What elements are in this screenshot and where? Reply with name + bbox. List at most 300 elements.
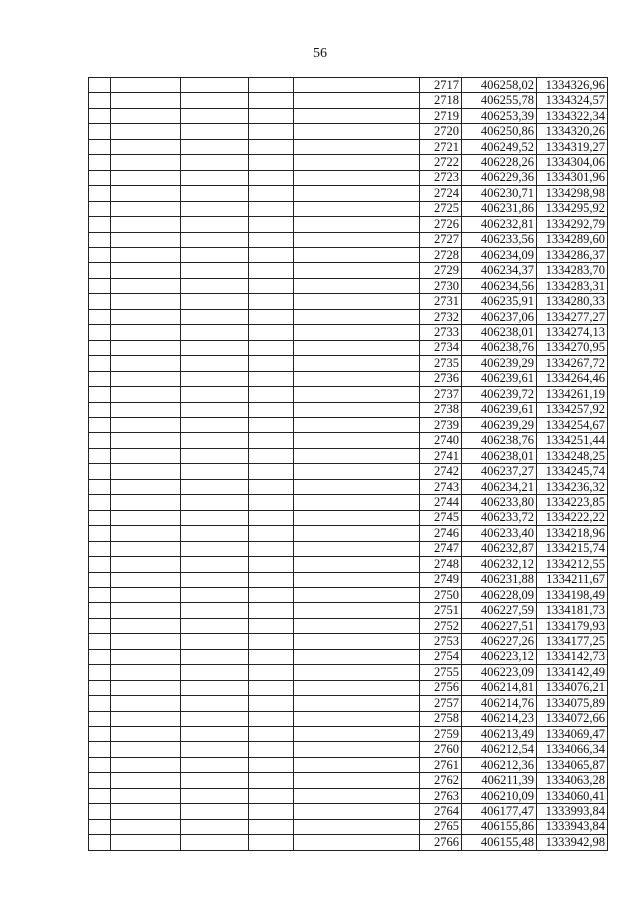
table-row: [89, 541, 608, 556]
empty-cell: [294, 356, 420, 371]
coordinates-table: [88, 77, 608, 851]
point-number-cell: 2731: [420, 294, 462, 309]
y-coordinate-cell: 1334319,27: [537, 139, 608, 154]
empty-cell: [111, 634, 181, 649]
point-number-cell: 2733: [420, 325, 462, 340]
empty-cell: [111, 232, 181, 247]
empty-cell: [181, 155, 249, 170]
empty-cell: [294, 835, 420, 850]
point-number-cell: 2719: [420, 108, 462, 123]
table-row: [89, 217, 608, 232]
empty-cell: [181, 387, 249, 402]
empty-cell: [181, 124, 249, 139]
empty-cell: [294, 232, 420, 247]
empty-cell: [294, 309, 420, 324]
point-number-cell: 2726: [420, 217, 462, 232]
empty-cell: [249, 247, 294, 262]
table-row: [89, 804, 608, 819]
x-coordinate-cell: 406238,01: [462, 448, 537, 463]
empty-cell: [181, 263, 249, 278]
point-number-cell: 2734: [420, 340, 462, 355]
empty-cell: [249, 232, 294, 247]
point-number-cell: 2735: [420, 356, 462, 371]
empty-cell: [294, 479, 420, 494]
y-coordinate-cell: 1334274,13: [537, 325, 608, 340]
empty-cell: [249, 804, 294, 819]
point-number-cell: 2761: [420, 757, 462, 772]
table-row: [89, 155, 608, 170]
table-row: [89, 495, 608, 510]
table-row: [89, 402, 608, 417]
empty-cell: [89, 309, 111, 324]
point-number-cell: 2739: [420, 417, 462, 432]
x-coordinate-cell: 406234,56: [462, 278, 537, 293]
x-coordinate-cell: 406234,37: [462, 263, 537, 278]
empty-cell: [294, 464, 420, 479]
y-coordinate-cell: 1334181,73: [537, 603, 608, 618]
empty-cell: [249, 711, 294, 726]
empty-cell: [89, 417, 111, 432]
empty-cell: [89, 139, 111, 154]
empty-cell: [249, 618, 294, 633]
table-row: [89, 294, 608, 309]
empty-cell: [89, 201, 111, 216]
empty-cell: [111, 649, 181, 664]
empty-cell: [89, 263, 111, 278]
point-number-cell: 2755: [420, 665, 462, 680]
table-row: [89, 325, 608, 340]
empty-cell: [89, 742, 111, 757]
empty-cell: [294, 788, 420, 803]
x-coordinate-cell: 406228,09: [462, 587, 537, 602]
empty-cell: [294, 387, 420, 402]
y-coordinate-cell: 1334320,26: [537, 124, 608, 139]
empty-cell: [181, 93, 249, 108]
empty-cell: [294, 139, 420, 154]
table-row: [89, 711, 608, 726]
point-number-cell: 2751: [420, 603, 462, 618]
point-number-cell: 2728: [420, 247, 462, 262]
empty-cell: [249, 541, 294, 556]
table-row: [89, 78, 608, 93]
empty-cell: [89, 278, 111, 293]
empty-cell: [249, 696, 294, 711]
y-coordinate-cell: 1334075,89: [537, 696, 608, 711]
empty-cell: [181, 371, 249, 386]
x-coordinate-cell: 406234,21: [462, 479, 537, 494]
empty-cell: [111, 727, 181, 742]
y-coordinate-cell: 1334072,66: [537, 711, 608, 726]
empty-cell: [249, 294, 294, 309]
empty-cell: [181, 186, 249, 201]
table-row: [89, 757, 608, 772]
empty-cell: [294, 278, 420, 293]
empty-cell: [181, 402, 249, 417]
y-coordinate-cell: 1334270,95: [537, 340, 608, 355]
empty-cell: [89, 464, 111, 479]
empty-cell: [294, 170, 420, 185]
point-number-cell: 2762: [420, 773, 462, 788]
point-number-cell: 2757: [420, 696, 462, 711]
empty-cell: [181, 217, 249, 232]
x-coordinate-cell: 406239,61: [462, 371, 537, 386]
x-coordinate-cell: 406228,26: [462, 155, 537, 170]
empty-cell: [249, 186, 294, 201]
empty-cell: [294, 680, 420, 695]
empty-cell: [294, 340, 420, 355]
empty-cell: [89, 665, 111, 680]
empty-cell: [249, 603, 294, 618]
empty-cell: [111, 124, 181, 139]
empty-cell: [89, 773, 111, 788]
table-row: [89, 108, 608, 123]
empty-cell: [181, 773, 249, 788]
empty-cell: [294, 294, 420, 309]
table-row: [89, 479, 608, 494]
empty-cell: [181, 603, 249, 618]
empty-cell: [111, 325, 181, 340]
empty-cell: [181, 757, 249, 772]
empty-cell: [181, 711, 249, 726]
table-row: [89, 124, 608, 139]
empty-cell: [111, 170, 181, 185]
empty-cell: [111, 510, 181, 525]
point-number-cell: 2766: [420, 835, 462, 850]
empty-cell: [111, 618, 181, 633]
y-coordinate-cell: 1333993,84: [537, 804, 608, 819]
empty-cell: [111, 696, 181, 711]
point-number-cell: 2729: [420, 263, 462, 278]
y-coordinate-cell: 1334142,73: [537, 649, 608, 664]
empty-cell: [249, 371, 294, 386]
empty-cell: [294, 247, 420, 262]
x-coordinate-cell: 406233,72: [462, 510, 537, 525]
empty-cell: [294, 711, 420, 726]
table-row: [89, 139, 608, 154]
empty-cell: [89, 696, 111, 711]
point-number-cell: 2742: [420, 464, 462, 479]
y-coordinate-cell: 1334212,55: [537, 557, 608, 572]
table-row: [89, 309, 608, 324]
y-coordinate-cell: 1334065,87: [537, 757, 608, 772]
y-coordinate-cell: 1334283,31: [537, 278, 608, 293]
empty-cell: [249, 557, 294, 572]
empty-cell: [89, 433, 111, 448]
empty-cell: [294, 448, 420, 463]
empty-cell: [249, 572, 294, 587]
empty-cell: [249, 448, 294, 463]
empty-cell: [249, 93, 294, 108]
empty-cell: [249, 510, 294, 525]
x-coordinate-cell: 406258,02: [462, 78, 537, 93]
point-number-cell: 2746: [420, 526, 462, 541]
x-coordinate-cell: 406238,76: [462, 340, 537, 355]
table-row: [89, 680, 608, 695]
table-row: [89, 618, 608, 633]
empty-cell: [294, 603, 420, 618]
empty-cell: [181, 78, 249, 93]
empty-cell: [181, 294, 249, 309]
x-coordinate-cell: 406233,56: [462, 232, 537, 247]
x-coordinate-cell: 406233,40: [462, 526, 537, 541]
empty-cell: [181, 232, 249, 247]
x-coordinate-cell: 406212,54: [462, 742, 537, 757]
point-number-cell: 2730: [420, 278, 462, 293]
empty-cell: [249, 325, 294, 340]
empty-cell: [249, 835, 294, 850]
empty-cell: [294, 696, 420, 711]
empty-cell: [294, 634, 420, 649]
empty-cell: [294, 217, 420, 232]
x-coordinate-cell: 406229,36: [462, 170, 537, 185]
x-coordinate-cell: 406214,81: [462, 680, 537, 695]
empty-cell: [249, 387, 294, 402]
table-row: [89, 557, 608, 572]
empty-cell: [181, 417, 249, 432]
point-number-cell: 2720: [420, 124, 462, 139]
empty-cell: [89, 835, 111, 850]
x-coordinate-cell: 406223,09: [462, 665, 537, 680]
x-coordinate-cell: 406230,71: [462, 186, 537, 201]
empty-cell: [249, 819, 294, 834]
y-coordinate-cell: 1334264,46: [537, 371, 608, 386]
x-coordinate-cell: 406212,36: [462, 757, 537, 772]
y-coordinate-cell: 1334179,93: [537, 618, 608, 633]
empty-cell: [89, 495, 111, 510]
empty-cell: [89, 618, 111, 633]
empty-cell: [181, 649, 249, 664]
empty-cell: [181, 247, 249, 262]
empty-cell: [111, 819, 181, 834]
empty-cell: [89, 680, 111, 695]
point-number-cell: 2743: [420, 479, 462, 494]
x-coordinate-cell: 406155,86: [462, 819, 537, 834]
point-number-cell: 2744: [420, 495, 462, 510]
table-row: [89, 510, 608, 525]
y-coordinate-cell: 1334063,28: [537, 773, 608, 788]
empty-cell: [181, 108, 249, 123]
empty-cell: [111, 711, 181, 726]
empty-cell: [249, 757, 294, 772]
table-row: [89, 247, 608, 262]
empty-cell: [181, 340, 249, 355]
y-coordinate-cell: 1334286,37: [537, 247, 608, 262]
table-row: [89, 170, 608, 185]
y-coordinate-cell: 1334218,96: [537, 526, 608, 541]
point-number-cell: 2737: [420, 387, 462, 402]
table-row: [89, 464, 608, 479]
empty-cell: [249, 263, 294, 278]
x-coordinate-cell: 406250,86: [462, 124, 537, 139]
empty-cell: [249, 727, 294, 742]
empty-cell: [249, 587, 294, 602]
empty-cell: [111, 217, 181, 232]
empty-cell: [111, 757, 181, 772]
empty-cell: [294, 402, 420, 417]
empty-cell: [181, 680, 249, 695]
x-coordinate-cell: 406239,72: [462, 387, 537, 402]
empty-cell: [89, 541, 111, 556]
y-coordinate-cell: 1334322,34: [537, 108, 608, 123]
y-coordinate-cell: 1334301,96: [537, 170, 608, 185]
table-row: [89, 93, 608, 108]
x-coordinate-cell: 406237,27: [462, 464, 537, 479]
table-row: [89, 788, 608, 803]
y-coordinate-cell: 1333943,84: [537, 819, 608, 834]
empty-cell: [249, 340, 294, 355]
y-coordinate-cell: 1334215,74: [537, 541, 608, 556]
x-coordinate-cell: 406255,78: [462, 93, 537, 108]
empty-cell: [249, 649, 294, 664]
empty-cell: [294, 804, 420, 819]
empty-cell: [89, 387, 111, 402]
y-coordinate-cell: 1334222,22: [537, 510, 608, 525]
empty-cell: [294, 557, 420, 572]
empty-cell: [181, 356, 249, 371]
point-number-cell: 2724: [420, 186, 462, 201]
x-coordinate-cell: 406227,59: [462, 603, 537, 618]
point-number-cell: 2760: [420, 742, 462, 757]
x-coordinate-cell: 406231,88: [462, 572, 537, 587]
empty-cell: [249, 170, 294, 185]
empty-cell: [89, 804, 111, 819]
empty-cell: [294, 201, 420, 216]
empty-cell: [89, 155, 111, 170]
table-row: [89, 232, 608, 247]
empty-cell: [181, 557, 249, 572]
table-row: [89, 742, 608, 757]
empty-cell: [89, 325, 111, 340]
empty-cell: [89, 757, 111, 772]
empty-cell: [294, 495, 420, 510]
y-coordinate-cell: 1334142,49: [537, 665, 608, 680]
empty-cell: [294, 526, 420, 541]
empty-cell: [89, 247, 111, 262]
x-coordinate-cell: 406234,09: [462, 247, 537, 262]
empty-cell: [181, 448, 249, 463]
table-row: [89, 572, 608, 587]
empty-cell: [89, 603, 111, 618]
point-number-cell: 2765: [420, 819, 462, 834]
page-number: 56: [313, 46, 327, 61]
empty-cell: [111, 665, 181, 680]
x-coordinate-cell: 406177,47: [462, 804, 537, 819]
point-number-cell: 2736: [420, 371, 462, 386]
empty-cell: [181, 835, 249, 850]
empty-cell: [89, 78, 111, 93]
empty-cell: [111, 464, 181, 479]
empty-cell: [89, 356, 111, 371]
y-coordinate-cell: 1334223,85: [537, 495, 608, 510]
empty-cell: [249, 356, 294, 371]
empty-cell: [181, 634, 249, 649]
empty-cell: [294, 325, 420, 340]
empty-cell: [111, 742, 181, 757]
table-row: [89, 417, 608, 432]
empty-cell: [249, 417, 294, 432]
empty-cell: [111, 340, 181, 355]
point-number-cell: 2732: [420, 309, 462, 324]
empty-cell: [111, 201, 181, 216]
x-coordinate-cell: 406214,23: [462, 711, 537, 726]
empty-cell: [111, 93, 181, 108]
empty-cell: [249, 124, 294, 139]
empty-cell: [294, 417, 420, 432]
y-coordinate-cell: 1334076,21: [537, 680, 608, 695]
empty-cell: [294, 78, 420, 93]
empty-cell: [181, 618, 249, 633]
point-number-cell: 2722: [420, 155, 462, 170]
x-coordinate-cell: 406210,09: [462, 788, 537, 803]
empty-cell: [249, 78, 294, 93]
y-coordinate-cell: 1334177,25: [537, 634, 608, 649]
empty-cell: [249, 742, 294, 757]
y-coordinate-cell: 1334211,67: [537, 572, 608, 587]
x-coordinate-cell: 406231,86: [462, 201, 537, 216]
empty-cell: [294, 186, 420, 201]
empty-cell: [111, 387, 181, 402]
y-coordinate-cell: 1334236,32: [537, 479, 608, 494]
x-coordinate-cell: 406232,12: [462, 557, 537, 572]
empty-cell: [181, 526, 249, 541]
x-coordinate-cell: 406239,29: [462, 417, 537, 432]
table-row: [89, 356, 608, 371]
empty-cell: [111, 356, 181, 371]
point-number-cell: 2718: [420, 93, 462, 108]
empty-cell: [89, 557, 111, 572]
point-number-cell: 2748: [420, 557, 462, 572]
empty-cell: [89, 587, 111, 602]
empty-cell: [111, 526, 181, 541]
empty-cell: [111, 294, 181, 309]
table-body: [89, 78, 608, 851]
empty-cell: [294, 587, 420, 602]
point-number-cell: 2727: [420, 232, 462, 247]
empty-cell: [181, 170, 249, 185]
empty-cell: [89, 510, 111, 525]
empty-cell: [111, 371, 181, 386]
point-number-cell: 2759: [420, 727, 462, 742]
empty-cell: [181, 433, 249, 448]
table-row: [89, 387, 608, 402]
empty-cell: [249, 217, 294, 232]
table-row: [89, 433, 608, 448]
empty-cell: [89, 479, 111, 494]
empty-cell: [111, 835, 181, 850]
point-number-cell: 2754: [420, 649, 462, 664]
empty-cell: [294, 433, 420, 448]
x-coordinate-cell: 406238,76: [462, 433, 537, 448]
empty-cell: [249, 773, 294, 788]
empty-cell: [249, 278, 294, 293]
y-coordinate-cell: 1334298,98: [537, 186, 608, 201]
point-number-cell: 2753: [420, 634, 462, 649]
y-coordinate-cell: 1334304,06: [537, 155, 608, 170]
empty-cell: [111, 78, 181, 93]
empty-cell: [89, 340, 111, 355]
empty-cell: [111, 278, 181, 293]
empty-cell: [111, 541, 181, 556]
empty-cell: [181, 587, 249, 602]
empty-cell: [294, 510, 420, 525]
empty-cell: [181, 696, 249, 711]
empty-cell: [111, 572, 181, 587]
x-coordinate-cell: 406239,61: [462, 402, 537, 417]
point-number-cell: 2750: [420, 587, 462, 602]
empty-cell: [89, 727, 111, 742]
x-coordinate-cell: 406227,26: [462, 634, 537, 649]
empty-cell: [89, 819, 111, 834]
